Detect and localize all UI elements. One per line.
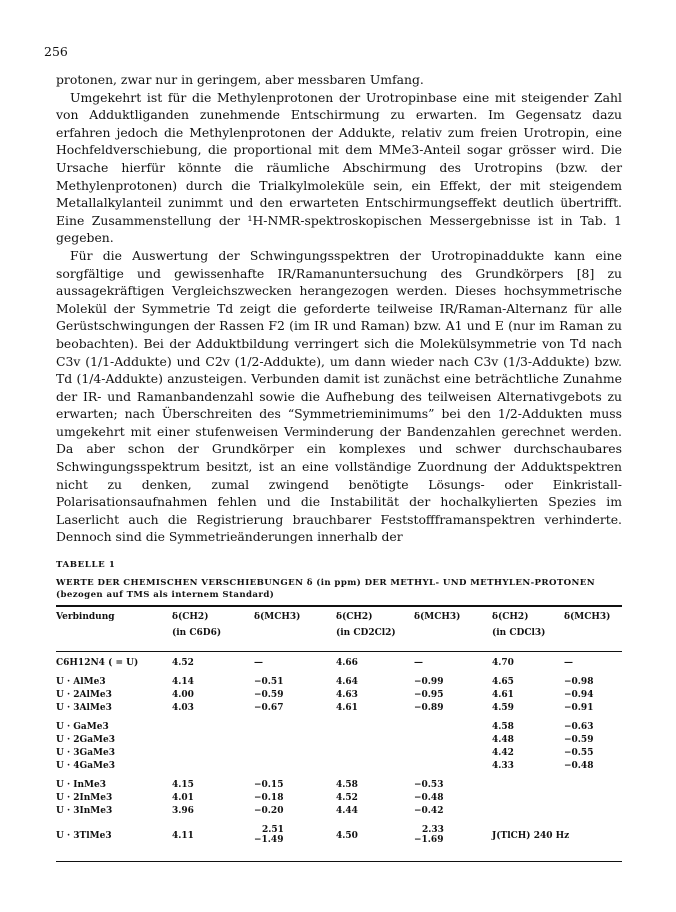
cell-mch3-c6d6 <box>254 722 336 735</box>
cell-ch2-c6d6: 4.14 <box>172 677 194 687</box>
cell-ch2-cd2cl2 <box>336 722 414 735</box>
cell-compound: U · GaMe3 <box>56 722 109 732</box>
page-number: 256 <box>44 44 68 59</box>
header-mch3-c6d6: δ(MCH3) <box>254 612 301 622</box>
cell-mch3-cd2cl2: −0.42 <box>414 806 444 816</box>
cell-ch2-c6d6: 4.03 <box>172 703 194 713</box>
cell-mch3-c6d6: −0.51 <box>254 677 284 687</box>
cell-ch2-c6d6: 4.52 <box>172 658 194 668</box>
table-header-row <box>56 607 622 628</box>
cell-mch3-c6d6: — <box>254 658 263 668</box>
cell-ch2-cdcl3: 4.33 <box>492 761 514 771</box>
cell-ch2-cdcl3: 4.48 <box>492 735 514 745</box>
header-mch3-cdcl3: δ(MCH3) <box>564 612 611 622</box>
cell-mch3-cd2cl2 <box>414 748 492 761</box>
header-compound: Verbindung <box>56 612 115 622</box>
paragraph-2: Umgekehrt ist für die Methylenprotonen der Urotropinbase eine mit steigender Zahl von Adduktliganden zunehmende Entschirmung zu erwarten. Im Gegensatz dazu erfahren jedoch die Methylenprotonen der Addukte, relativ zum freien Urotropin, eine Hochfeldverschiebung, die proportional mit dem MMe3-Anteil sogar grösser wird. Die Ursache hierfür könnte die räumliche Abschirmung des Urotropins (bzw. der Methylenprotonen) durch die Trialkylmoleküle sein, ein Effekt, der mit steigendem Metallalkylanteil zunimmt und den erwarteten Entschirmungseffekt deutlich übertrifft. Eine Zusammenstellung der ¹H-NMR-spektroskopischen Messergebnisse ist in Tab. 1 gegeben. <box>56 89 622 246</box>
cell-ch2-cd2cl2: 4.52 <box>336 793 358 803</box>
cell-mch3-cd2cl2: — <box>414 658 423 668</box>
cell-mch3-c6d6 <box>254 748 336 761</box>
table-row <box>56 793 622 806</box>
cell-ch2-c6d6 <box>172 722 254 735</box>
cell-ch2-cdcl3 <box>492 793 564 806</box>
cell-mch3-c6d6: −0.67 <box>254 703 284 713</box>
cell-mch3-c6d6: −0.18 <box>254 793 284 803</box>
cell-compound: U · InMe3 <box>56 780 106 790</box>
cell-mch3-cd2cl2: −0.53 <box>414 780 444 790</box>
cell-compound: U · 3AlMe3 <box>56 703 112 713</box>
cell-mch3-c6d6: −0.59 <box>254 690 284 700</box>
cell-mch3-cd2cl2 <box>414 735 492 748</box>
table-row <box>56 722 622 735</box>
cell-ch2-c6d6: 4.11 <box>172 831 194 841</box>
cell-mch3-cd2cl2-a: 2.33 <box>422 825 444 835</box>
cell-mch3-c6d6-a: 2.51 <box>262 825 284 835</box>
cell-ch2-c6d6: 4.15 <box>172 780 194 790</box>
cell-mch3-cdcl3: −0.59 <box>564 735 594 745</box>
cell-mch3-cd2cl2: −0.48 <box>414 793 444 803</box>
table-groups <box>56 658 622 825</box>
table-row <box>56 748 622 761</box>
cell-mch3-cd2cl2 <box>414 722 492 735</box>
table-row <box>56 677 622 690</box>
cell-ch2-c6d6 <box>172 735 254 748</box>
paragraph-1: protonen, zwar nur in geringem, aber messbaren Umfang. <box>56 72 424 87</box>
cell-mch3-cdcl3: −0.48 <box>564 761 594 771</box>
cell-ch2-cdcl3: 4.42 <box>492 748 514 758</box>
header-ch2-cdcl3: δ(CH2) <box>492 612 529 622</box>
cell-mch3-cdcl3: −0.91 <box>564 703 594 713</box>
cell-mch3-c6d6 <box>254 735 336 748</box>
cell-mch3-cd2cl2: −0.99 <box>414 677 444 687</box>
cell-compound: U · 3GaMe3 <box>56 748 115 758</box>
cell-mch3-cdcl3: −0.63 <box>564 722 594 732</box>
table-bottom-rule <box>56 861 622 862</box>
cell-mch3-c6d6: −0.15 <box>254 780 284 790</box>
cell-ch2-cdcl3: 4.59 <box>492 703 514 713</box>
cell-ch2-cd2cl2 <box>336 748 414 761</box>
cell-ch2-cdcl3: 4.65 <box>492 677 514 687</box>
shift-table <box>56 607 622 857</box>
table-1 <box>56 560 622 862</box>
cell-ch2-cd2cl2: 4.58 <box>336 780 358 790</box>
cell-mch3-cdcl3: — <box>564 658 573 668</box>
cell-ch2-cdcl3 <box>492 806 564 819</box>
table-row <box>56 735 622 748</box>
cell-ch2-cd2cl2: 4.66 <box>336 658 358 668</box>
solvent-cd2cl2: (in CD2Cl2) <box>336 628 396 638</box>
cell-compound: U · AlMe3 <box>56 677 106 687</box>
cell-mch3-c6d6 <box>254 761 336 774</box>
cell-ch2-c6d6: 4.01 <box>172 793 194 803</box>
header-ch2-cd2cl2: δ(CH2) <box>336 612 373 622</box>
cell-compound: U · 2InMe3 <box>56 793 113 803</box>
table-row <box>56 690 622 703</box>
cell-mch3-cdcl3: −0.98 <box>564 677 594 687</box>
table-caption: WERTE DER CHEMISCHEN VERSCHIEBUNGEN δ (in ppm) DER METHYL- UND METHYLEN-PROTONEN (bezogen auf TMS als internem Standard) <box>56 578 595 600</box>
header-ch2-c6d6: δ(CH2) <box>172 612 209 622</box>
cell-mch3-cdcl3: −0.94 <box>564 690 594 700</box>
cell-mch3-cdcl3: −0.55 <box>564 748 594 758</box>
cell-compound: U · 4GaMe3 <box>56 761 115 771</box>
table-row <box>56 658 622 671</box>
table-label: TABELLE 1 <box>56 560 116 570</box>
cell-mch3-cdcl3 <box>564 780 622 793</box>
table-row <box>56 806 622 819</box>
solvent-c6d6: (in C6D6) <box>172 628 222 638</box>
cell-ch2-c6d6: 3.96 <box>172 806 194 816</box>
cell-ch2-cd2cl2 <box>336 735 414 748</box>
cell-ch2-cdcl3: 4.58 <box>492 722 514 732</box>
cell-mch3-cd2cl2-b: −1.69 <box>414 835 444 845</box>
table-row-tl <box>56 825 622 857</box>
cell-compound: U · 3TlMe3 <box>56 831 112 841</box>
cell-ch2-cdcl3: 4.70 <box>492 658 514 668</box>
cell-ch2-c6d6 <box>172 761 254 774</box>
table-row <box>56 780 622 793</box>
cell-mch3-cdcl3 <box>564 806 622 819</box>
cell-mch3-cd2cl2: −0.95 <box>414 690 444 700</box>
cell-ch2-c6d6 <box>172 748 254 761</box>
solvent-empty <box>56 628 172 646</box>
cell-mch3-cd2cl2 <box>414 825 492 857</box>
cell-compound: C6H12N4 ( = U) <box>56 658 139 668</box>
cell-mch3-cd2cl2: −0.89 <box>414 703 444 713</box>
table-row <box>56 703 622 716</box>
body-text <box>56 71 622 546</box>
table-solvent-row <box>56 628 622 646</box>
cell-ch2-cdcl3: 4.61 <box>492 690 514 700</box>
cell-mch3-cd2cl2 <box>414 761 492 774</box>
cell-ch2-cd2cl2 <box>336 761 414 774</box>
paragraph-3: Für die Auswertung der Schwingungsspektren der Urotropinaddukte kann eine sorgfältige und gewissenhafte IR/Ramanuntersuchung des Grundkörpers [8] zu aussagekräftigen Vergleichszwecken herangezogen werden. Dieses hochsymmetrische Molekül der Symmetrie Td zeigt die geforderte teilweise IR/Raman-Alternanz für alle Gerüstschwingungen der Rassen F2 (im IR und Raman) bzw. A1 und E (nur im Raman zu beobachten). Bei der Adduktbildung verringert sich die Molekülsymmetrie von Td nach C3v (1/1-Addukte) und C2v (1/2-Addukte), um dann wieder nach C3v (1/3-Addukte) bzw. Td (1/4-Addukte) anzusteigen. Verbunden damit ist zunächst eine beträchtliche Zunahme der IR- und Ramanbandenzahl sowie die Aufhebung des teilweisen Alternativgebots zu erwarten; nach Überschreiten des “Symmetrieminimums” bei den 1/2-Addukten muss umgekehrt mit einer stufenweisen Verminderung der Bandenzahlen gerechnet werden. Da aber schon der Grundkörper ein komplexes und schwer durchschaubares Schwingungsspektrum besitzt, ist an eine vollständige Zuordnung der Adduktspektren nicht zu denken, zumal zwingend benötigte Lösungs- oder Einkristall-Polarisationsaufnahmen fehlen und die Instabilität der hochalkylierten Spezies im Laserlicht auch die Registrierung brauchbarer Feststoffframanspektren verhinderte. Dennoch sind die Symmetrieänderungen innerhalb der <box>56 247 622 545</box>
solvent-cdcl3: (in CDCl3) <box>492 628 546 638</box>
cell-ch2-c6d6: 4.00 <box>172 690 194 700</box>
cell-compound: U · 2AlMe3 <box>56 690 112 700</box>
cell-ch2-cd2cl2: 4.64 <box>336 677 358 687</box>
cell-ch2-cd2cl2: 4.44 <box>336 806 358 816</box>
cell-ch2-cd2cl2: 4.61 <box>336 703 358 713</box>
cell-mch3-c6d6 <box>254 825 336 857</box>
cell-coupling-note: J(TlCH) 240 Hz <box>492 831 570 841</box>
table-row <box>56 761 622 774</box>
cell-mch3-cdcl3 <box>564 793 622 806</box>
header-mch3-cd2cl2: δ(MCH3) <box>414 612 461 622</box>
cell-mch3-c6d6: −0.20 <box>254 806 284 816</box>
cell-compound: U · 2GaMe3 <box>56 735 115 745</box>
cell-compound: U · 3InMe3 <box>56 806 113 816</box>
cell-ch2-cd2cl2: 4.63 <box>336 690 358 700</box>
cell-ch2-cdcl3 <box>492 780 564 793</box>
cell-mch3-c6d6-b: −1.49 <box>254 835 284 845</box>
cell-ch2-cd2cl2: 4.50 <box>336 831 358 841</box>
